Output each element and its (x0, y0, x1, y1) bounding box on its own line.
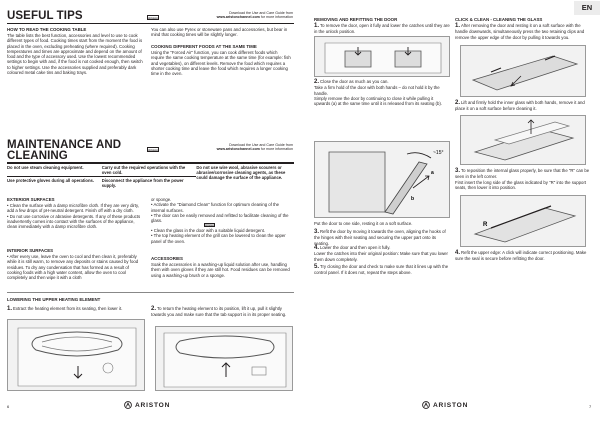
maintenance-tips-table (7, 163, 294, 189)
step-number: 4. (455, 250, 461, 256)
step-number: 1. (7, 306, 13, 312)
heating-element-diagram-2 (156, 327, 293, 391)
step-text: Close the door as much as you can. Take a firm hold of the door with both hands – do not hold it by the handle. Simply remove the door by continuing to close it while pulling it upwards (a) at the same time until it is released from its seating (b). (314, 79, 443, 106)
glass-step-1 (455, 23, 593, 40)
section-divider (7, 292, 294, 293)
door-diagram-2 (315, 142, 450, 218)
step-text: Try closing the door and check to make sure that it lines up with the control panel. If it does not, repeat the steps above. (314, 264, 449, 276)
door-step-4 (314, 245, 450, 262)
ariston-logo-icon (124, 401, 132, 409)
tip-cell: Use protective gloves during all operations. (7, 177, 102, 190)
qr-download-icon: Ariston (148, 16, 158, 20)
interior-text-cont-b: • Clean the glass in the door with a suitable liquid detergent. • The top heating element of the grill can be lowered to clean the upper panel of the oven. (151, 228, 286, 244)
step-text: Lower the door and then open it fully. Lower the catches into their original position: Make sure that you lower them down completely. (314, 245, 448, 262)
cooking-different-text: Using the "Forced Air" function, you can cook different foods which require the same cooking temperature at the same time (for example: fish and vegetables), on different levels. Remove the food which requires a shorter cooking time and leave the food which requires a longer cooking time in the oven. (151, 50, 291, 76)
door-figure-2 (314, 141, 450, 218)
ariston-logo (124, 401, 170, 409)
download-url[interactable]: www.aristonchannel.com (216, 15, 260, 20)
step-number: 1. (314, 23, 320, 29)
read-table-heading: HOW TO READ THE COOKING TABLE (7, 27, 87, 32)
glass-diagram-3 (461, 196, 586, 247)
heating-element-figure-2 (155, 326, 293, 391)
heating-element-figure-1 (7, 319, 145, 391)
glass-figure-1 (460, 45, 586, 97)
glass-step-3 (455, 168, 593, 190)
interior-text: • After every use, leave the oven to cool and then clean it, preferably while it is still warm, to remove any deposits or stains caused by food residues. To dry any condensation that has formed as a result of cooking foods with a high water content, allow the oven to cool completely and then wipe it with a cloth (7, 254, 139, 280)
download-url-b[interactable]: www.aristonchannel.com (216, 147, 260, 152)
right-page (300, 0, 600, 424)
logo-text: ARISTON (135, 401, 171, 409)
label-b: b (411, 196, 415, 202)
qr-download-icon-3: Ariston (205, 223, 215, 227)
step-text: After removing the door and resting it on a soft surface with the handle downwards, simultaneously press the two retaining clips and remove the upper edge of the door by pulling it towards you. (455, 23, 585, 40)
step-text: Lift and firmly hold the inner glass with both hands, remove it and place it on a soft surface before cleaning it. (455, 100, 585, 112)
step-number: 5. (314, 264, 320, 270)
accessories-text: Soak the accessories in a washing-up liquid solution after use, handling them with oven gloves if they are still hot. Food residues can be removed using a washing-up brush or a sponge. (151, 262, 290, 278)
tip-cell: Do not use wire wool, abrasive scourers or abrasive/corrosive cleaning agents, as these could damage the surface of the appliance. (196, 164, 294, 190)
lowering-step-2 (151, 306, 294, 318)
step-number: 2. (314, 79, 320, 85)
glass-step-4 (455, 250, 593, 262)
title-rule (7, 23, 294, 24)
heating-element-diagram-1 (8, 320, 145, 391)
interior-heading: INTERIOR SURFACES (7, 248, 54, 253)
tip-cell: Disconnect the appliance from the power supply. (102, 177, 197, 190)
read-table-text: The table lists the best function, accessories and level to use to cook different types of food. Cooking times start from the moment the food is placed in the oven, excluding preheating (where required). Cooking temperatures and times are approximate and depend on the amount of food and the type of accessory used. Use the lowest recommended settings to begin with and, if the food is not cooked enough, then switch to higher settings. Use the accessories supplied and preferably dark coloured metal cake tins and baking trays. (7, 33, 143, 75)
door-step-1 (314, 23, 450, 35)
step-text: To reposition the internal glass properly, be sure that the "R" can be seen in the left corner. First insert the long side of the glass indicated by "R" into the support seats, then lower it into position. (455, 168, 590, 190)
glass-title: CLICK & CLEAN - CLEANING THE GLASS (455, 17, 543, 22)
step-number: 4. (314, 245, 320, 251)
door-title: REMOVING AND REFITTING THE DOOR (314, 17, 398, 22)
logo-text: ARISTON (433, 401, 469, 409)
step-text: Refit the upper edge: A click will indicate correct positioning. Make sure the seal is secure before refitting the door. (455, 250, 587, 262)
interior-text-cont: or sponge. • Activate the "Diamond Clean" function for optimum cleaning of the internal surfaces. • The door can be easily removed and refitted to facilitate cleaning of the glass. (151, 197, 289, 223)
maintenance-title (7, 140, 121, 162)
page-number-left: 6 (7, 404, 10, 409)
glass-figure-3 (460, 195, 586, 247)
language-tab: EN (574, 1, 600, 15)
qr-download-icon-2: Ariston (148, 148, 158, 152)
door-step-2 (314, 79, 450, 106)
accessories-heading: ACCESSORIES (151, 256, 183, 261)
door-figure-1 (314, 36, 450, 77)
exterior-heading: EXTERIOR SURFACES (7, 197, 55, 202)
angle-label: ~15° (433, 150, 444, 156)
step-number: 1. (455, 23, 461, 29)
door-rest-text: Put the door to one side, resting it on a soft surface. (314, 221, 413, 226)
step-number: 3. (314, 229, 320, 235)
step-text: To remove the door, open it fully and lower the catches until they are in the unlock position. (314, 23, 450, 35)
download-line2: for more information (260, 15, 293, 20)
door-diagram-1 (315, 37, 450, 77)
label-a: a (431, 170, 434, 176)
download-line1: Download the Use and Care Guide from (229, 11, 293, 15)
step-text: To return the heating element to its position, lift it up, pull it slightly towards you and make sure that the tab support is in its proper seating. (151, 306, 287, 318)
r-label: R (483, 222, 488, 228)
download-note-2 (160, 143, 293, 152)
glass-figure-2 (460, 115, 586, 165)
step-text: Extract the heating element from its seating, then lower it. (13, 306, 123, 311)
ariston-logo-icon (422, 401, 430, 409)
step-number: 3. (455, 168, 461, 174)
download-line2-b: for more information (260, 147, 293, 152)
tip-cell: Carry out the required operations with the oven cold. (102, 164, 197, 177)
step-number: 2. (151, 306, 157, 312)
exterior-text: • Clean the surface with a damp microfibre cloth. If they are very dirty, add a few drops of pH-neutral detergent. Finish off with a dry cloth. • Do not use corrosive or abrasive detergents. If any of these products inadvertently comes into contact with the surfaces of the appliance, clean immediately with a damp microfibre cloth. (7, 203, 141, 229)
step-text: Refit the door by moving it towards the oven, aligning the hooks of the hinges with their seating and securing the upper part onto its seating. (314, 229, 446, 246)
glass-diagram-2 (461, 116, 586, 165)
ariston-logo-right (422, 401, 468, 409)
maintenance-title-line1: MAINTENANCE AND (7, 139, 122, 151)
tips-row (7, 164, 294, 177)
lowering-step-1 (7, 306, 145, 312)
door-step-5 (314, 264, 450, 276)
page-number-right: 7 (589, 404, 592, 409)
tip-cell: Do not use steam cleaning equipment. (7, 164, 102, 177)
useful-tips-title: USEFUL TIPS (7, 10, 83, 22)
glass-step-2 (455, 100, 593, 112)
lowering-title: LOWERING THE UPPER HEATING ELEMENT (7, 297, 101, 302)
cooking-different-heading: COOKING DIFFERENT FOODS AT THE SAME TIME (151, 44, 257, 49)
glass-diagram-1 (461, 46, 586, 97)
door-step-3 (314, 229, 450, 246)
maintenance-title-line2: CLEANING (7, 150, 68, 162)
pyrex-text: You can also use Pyrex or stoneware pans and accessories, but bear in mind that cooking times will be slightly longer. (151, 27, 288, 38)
download-line1-b: Download the Use and Care Guide from (229, 143, 293, 147)
download-note (160, 11, 293, 20)
step-number: 2. (455, 100, 461, 106)
